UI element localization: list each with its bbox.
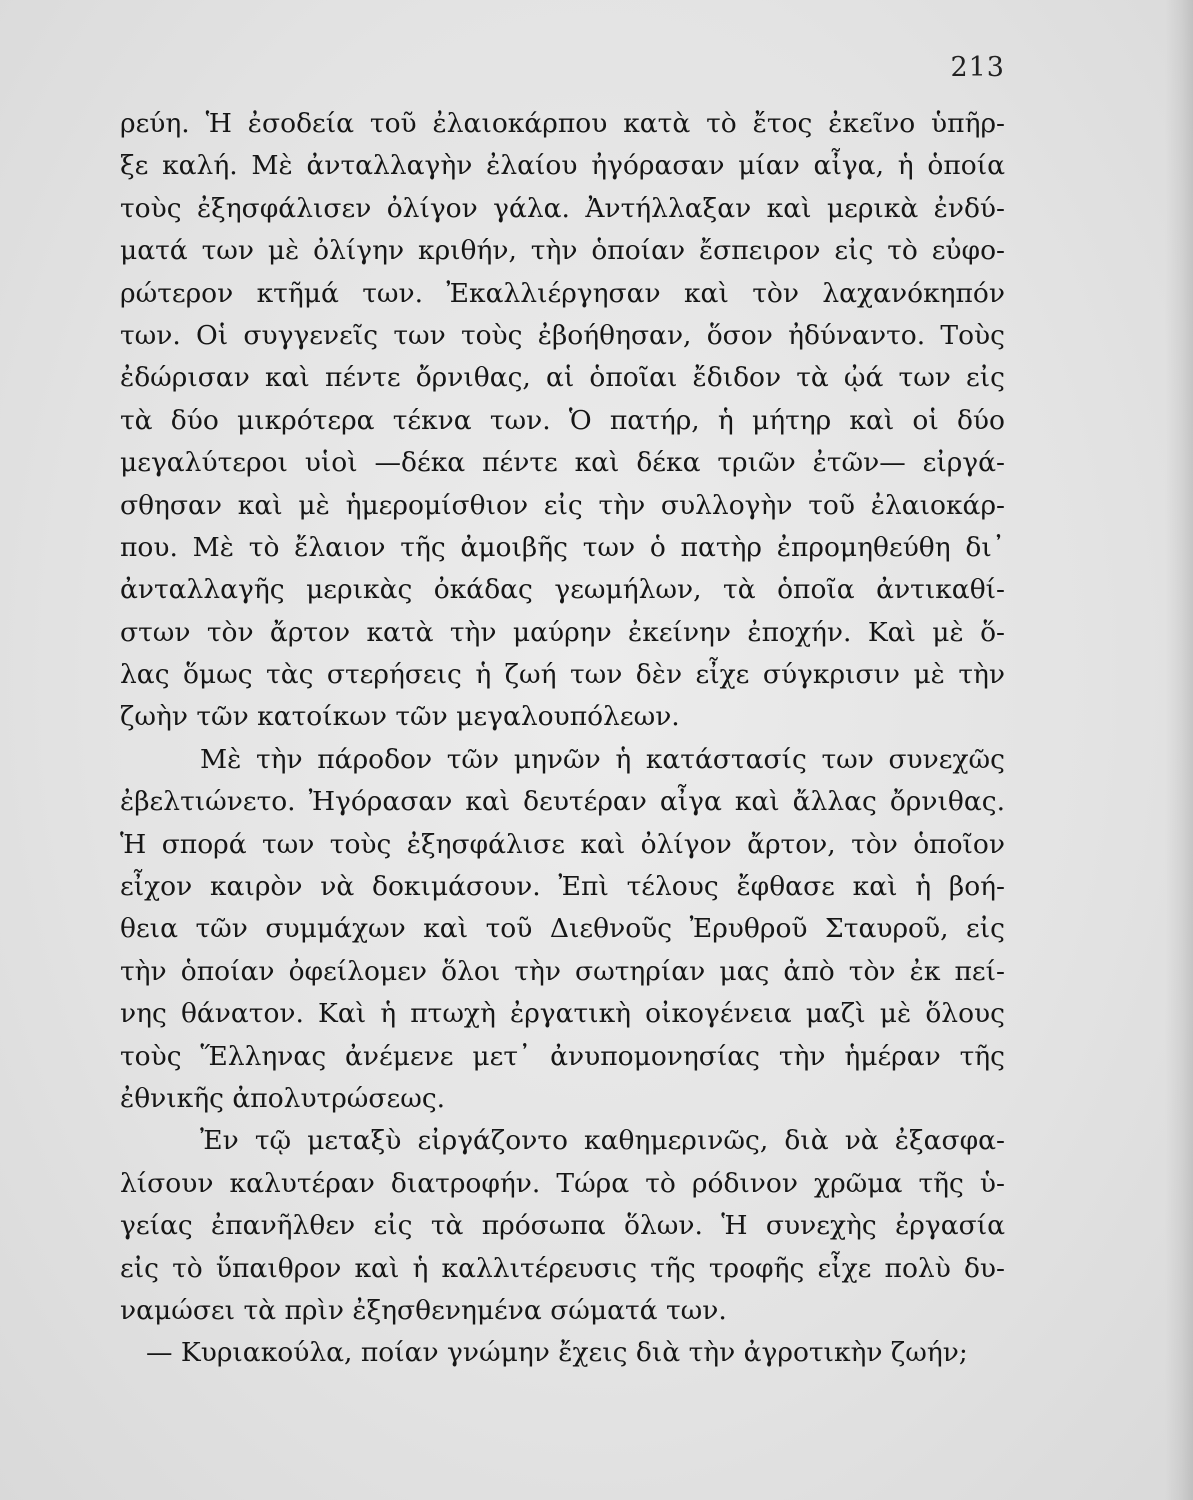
text-line: ἀνταλλαγῆς μερικὰς ὀκάδας γεωμήλων, τὰ ὁποῖα ἀντικαθί- bbox=[120, 574, 1005, 606]
text-line: νης θάνατον. Καὶ ἡ πτωχὴ ἐργατικὴ οἰκογένεια μαζὶ μὲ ὅλους bbox=[120, 998, 1005, 1030]
text-line: ξε καλή. Μὲ ἀνταλλαγὴν ἐλαίου ἠγόρασαν μίαν αἶγα, ἡ ὁποία bbox=[120, 150, 1005, 182]
text-line: Ἡ σπορά των τοὺς ἐξησφάλισε καὶ ὀλίγον ἄρτον, τὸν ὁποῖον bbox=[120, 828, 1005, 860]
text-line: Ἐν τῷ μεταξὺ εἰργάζοντο καθημερινῶς, διὰ νὰ ἐξασφα- bbox=[200, 1125, 1005, 1157]
text-line: τοὺς Ἕλληνας ἀνέμενε μετ᾿ ἀνυπομονησίας τὴν ἡμέραν τῆς bbox=[120, 1040, 1005, 1072]
text-line: Μὲ τὴν πάροδον τῶν μηνῶν ἡ κατάστασίς των συνεχῶς bbox=[200, 743, 1005, 775]
body-text bbox=[120, 103, 1005, 1375]
text-line: εἰς τὸ ὕπαιθρον καὶ ἡ καλλιτέρευσις τῆς τροφῆς εἶχε πολὺ δυ- bbox=[120, 1252, 1005, 1284]
text-line: λίσουν καλυτέραν διατροφήν. Τώρα τὸ ρόδινον χρῶμα τῆς ὑ- bbox=[120, 1167, 1005, 1199]
text-line: στων τὸν ἄρτον κατὰ τὴν μαύρην ἐκείνην ἐποχήν. Καὶ μὲ ὅ- bbox=[120, 616, 1005, 648]
text-line: τὰ δύο μικρότερα τέκνα των. Ὁ πατήρ, ἡ μήτηρ καὶ οἱ δύο bbox=[120, 404, 1005, 436]
text-line: σθησαν καὶ μὲ ἡμερομίσθιον εἰς τὴν συλλογὴν τοῦ ἐλαιοκάρ- bbox=[120, 489, 1005, 521]
text-line: ματά των μὲ ὀλίγην κριθήν, τὴν ὁποίαν ἔσπειρον εἰς τὸ εὐφο- bbox=[120, 235, 1005, 267]
text-line: τὴν ὁποίαν ὀφείλομεν ὅλοι τὴν σωτηρίαν μας ἀπὸ τὸν ἐκ πεί- bbox=[120, 955, 1005, 987]
text-line: θεια τῶν συμμάχων καὶ τοῦ Διεθνοῦς Ἐρυθροῦ Σταυροῦ, εἰς bbox=[120, 913, 1005, 945]
text-line: ναμώσει τὰ πρὶν ἐξησθενημένα σώματά των. bbox=[120, 1294, 727, 1326]
text-line: ἐδώρισαν καὶ πέντε ὄρνιθας, αἱ ὁποῖαι ἔδιδον τὰ ᾠά των εἰς bbox=[120, 362, 1005, 394]
page-edge-shadow bbox=[1165, 0, 1193, 1500]
text-line: — Κυριακούλα, ποίαν γνώμην ἔχεις διὰ τὴν ἀγροτικὴν ζωήν; bbox=[146, 1337, 968, 1369]
text-line: ἐβελτιώνετο. Ἠγόρασαν καὶ δευτέραν αἶγα καὶ ἄλλας ὄρνιθας. bbox=[120, 786, 1005, 818]
text-line: που. Μὲ τὸ ἔλαιον τῆς ἀμοιβῆς των ὁ πατὴρ ἐπρομηθεύθη δι᾿ bbox=[120, 531, 1005, 563]
text-line: ρώτερον κτῆμά των. Ἐκαλλιέργησαν καὶ τὸν λαχανόκηπόν bbox=[120, 277, 1005, 309]
text-line: λας ὅμως τὰς στερήσεις ἡ ζωή των δὲν εἶχε σύγκρισιν μὲ τὴν bbox=[120, 659, 1005, 691]
text-line: γείας ἐπανῆλθεν εἰς τὰ πρόσωπα ὅλων. Ἡ συνεχὴς ἐργασία bbox=[120, 1210, 1005, 1242]
page-number: 213 bbox=[950, 52, 1005, 83]
text-line: εἶχον καιρὸν νὰ δοκιμάσουν. Ἐπὶ τέλους ἔφθασε καὶ ἡ βοή- bbox=[120, 871, 1005, 903]
text-line: ζωὴν τῶν κατοίκων τῶν μεγαλουπόλεων. bbox=[120, 701, 680, 733]
text-line: μεγαλύτεροι υἱοὶ —δέκα πέντε καὶ δέκα τριῶν ἐτῶν— εἰργά- bbox=[120, 447, 1005, 479]
text-line: ἐθνικῆς ἀπολυτρώσεως. bbox=[120, 1082, 446, 1114]
text-line: τοὺς ἐξησφάλισεν ὀλίγον γάλα. Ἀντήλλαξαν καὶ μερικὰ ἐνδύ- bbox=[120, 192, 1005, 224]
text-line: των. Οἱ συγγενεῖς των τοὺς ἐβοήθησαν, ὅσον ἠδύναντο. Τοὺς bbox=[120, 319, 1005, 351]
text-line: ρεύη. Ἡ ἐσοδεία τοῦ ἐλαιοκάρπου κατὰ τὸ ἔτος ἐκεῖνο ὑπῆρ- bbox=[120, 108, 1005, 139]
